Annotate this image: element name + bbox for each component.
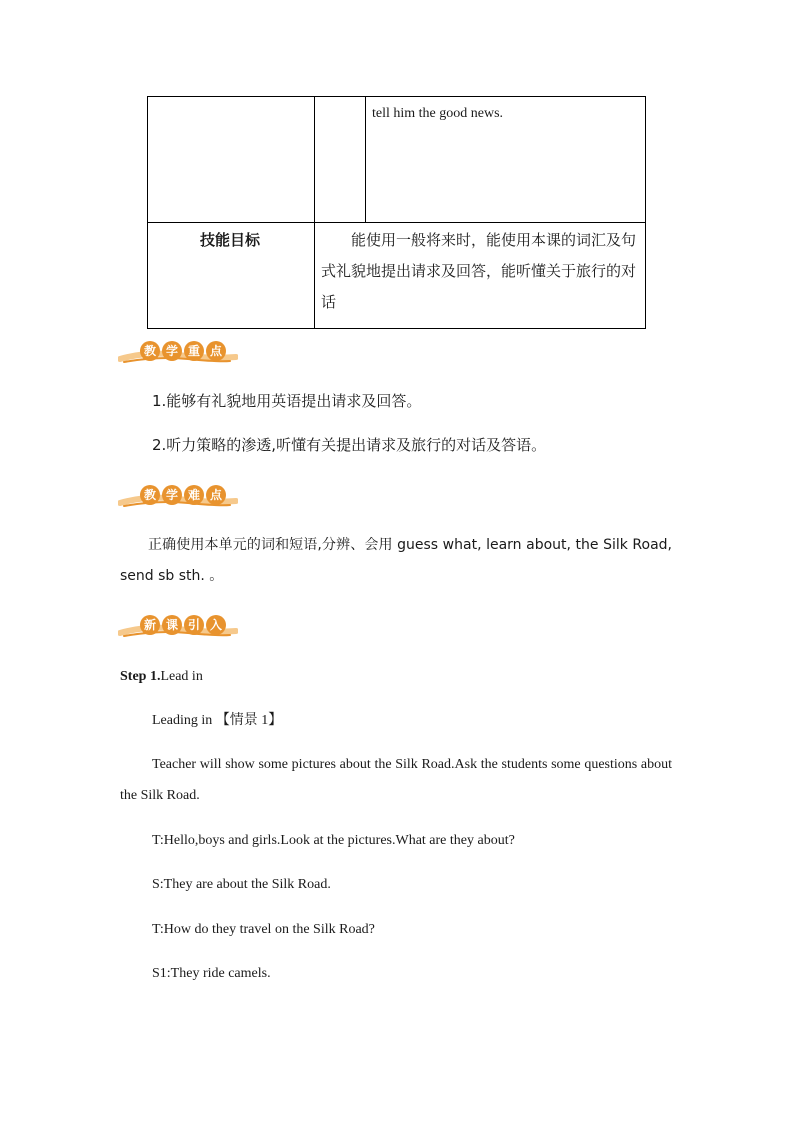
dialogue-line: S1:They ride camels.	[152, 966, 271, 981]
skill-goal-text: 能使用一般将来时，能使用本课的词汇及句式礼貌地提出请求及回答，能听懂关于旅行的对话	[321, 231, 637, 311]
table-divider	[148, 222, 645, 223]
section-char: 难	[184, 485, 204, 505]
section-char: 点	[206, 485, 226, 505]
table-cell-text: tell him the good news.	[372, 106, 504, 121]
step-heading	[120, 661, 203, 692]
section-header-difficulties	[118, 481, 238, 511]
dialogue-line: S:They are about the Silk Road.	[152, 877, 331, 892]
difficulty-text: 正确使用本单元的词和短语,分辨、会用 guess what, learn about, the Silk Road, send sb sth. 。	[120, 537, 672, 584]
step-text: Lead in	[160, 669, 203, 684]
skill-goal-label: 技能目标	[200, 231, 261, 249]
section-char: 点	[206, 341, 226, 361]
section-char: 学	[162, 341, 182, 361]
leading-in-line: Leading in 【情景 1】	[152, 713, 283, 728]
section-char: 引	[184, 615, 204, 635]
teacher-note: Teacher will show some pictures about the Silk Road.Ask the students some questions about the Silk Road.	[120, 757, 672, 803]
section-header-intro	[118, 611, 238, 641]
key-point-item: 2.听力策略的渗透,听懂有关提出请求及旅行的对话及答语。	[152, 436, 547, 454]
table-divider	[314, 97, 315, 328]
section-char: 教	[140, 341, 160, 361]
section-char: 课	[162, 615, 182, 635]
dialogue-line: T:How do they travel on the Silk Road?	[152, 922, 375, 937]
section-char: 学	[162, 485, 182, 505]
dialogue-line: T:Hello,boys and girls.Look at the pictures.What are they about?	[152, 833, 515, 848]
section-char: 新	[140, 615, 160, 635]
step-label: Step 1.	[120, 669, 161, 684]
section-char: 重	[184, 341, 204, 361]
table-divider	[365, 97, 366, 222]
key-point-item: 1.能够有礼貌地用英语提出请求及回答。	[152, 392, 422, 410]
section-char: 教	[140, 485, 160, 505]
section-char: 入	[206, 615, 226, 635]
section-header-key-points	[118, 337, 238, 367]
objectives-table	[147, 96, 646, 329]
